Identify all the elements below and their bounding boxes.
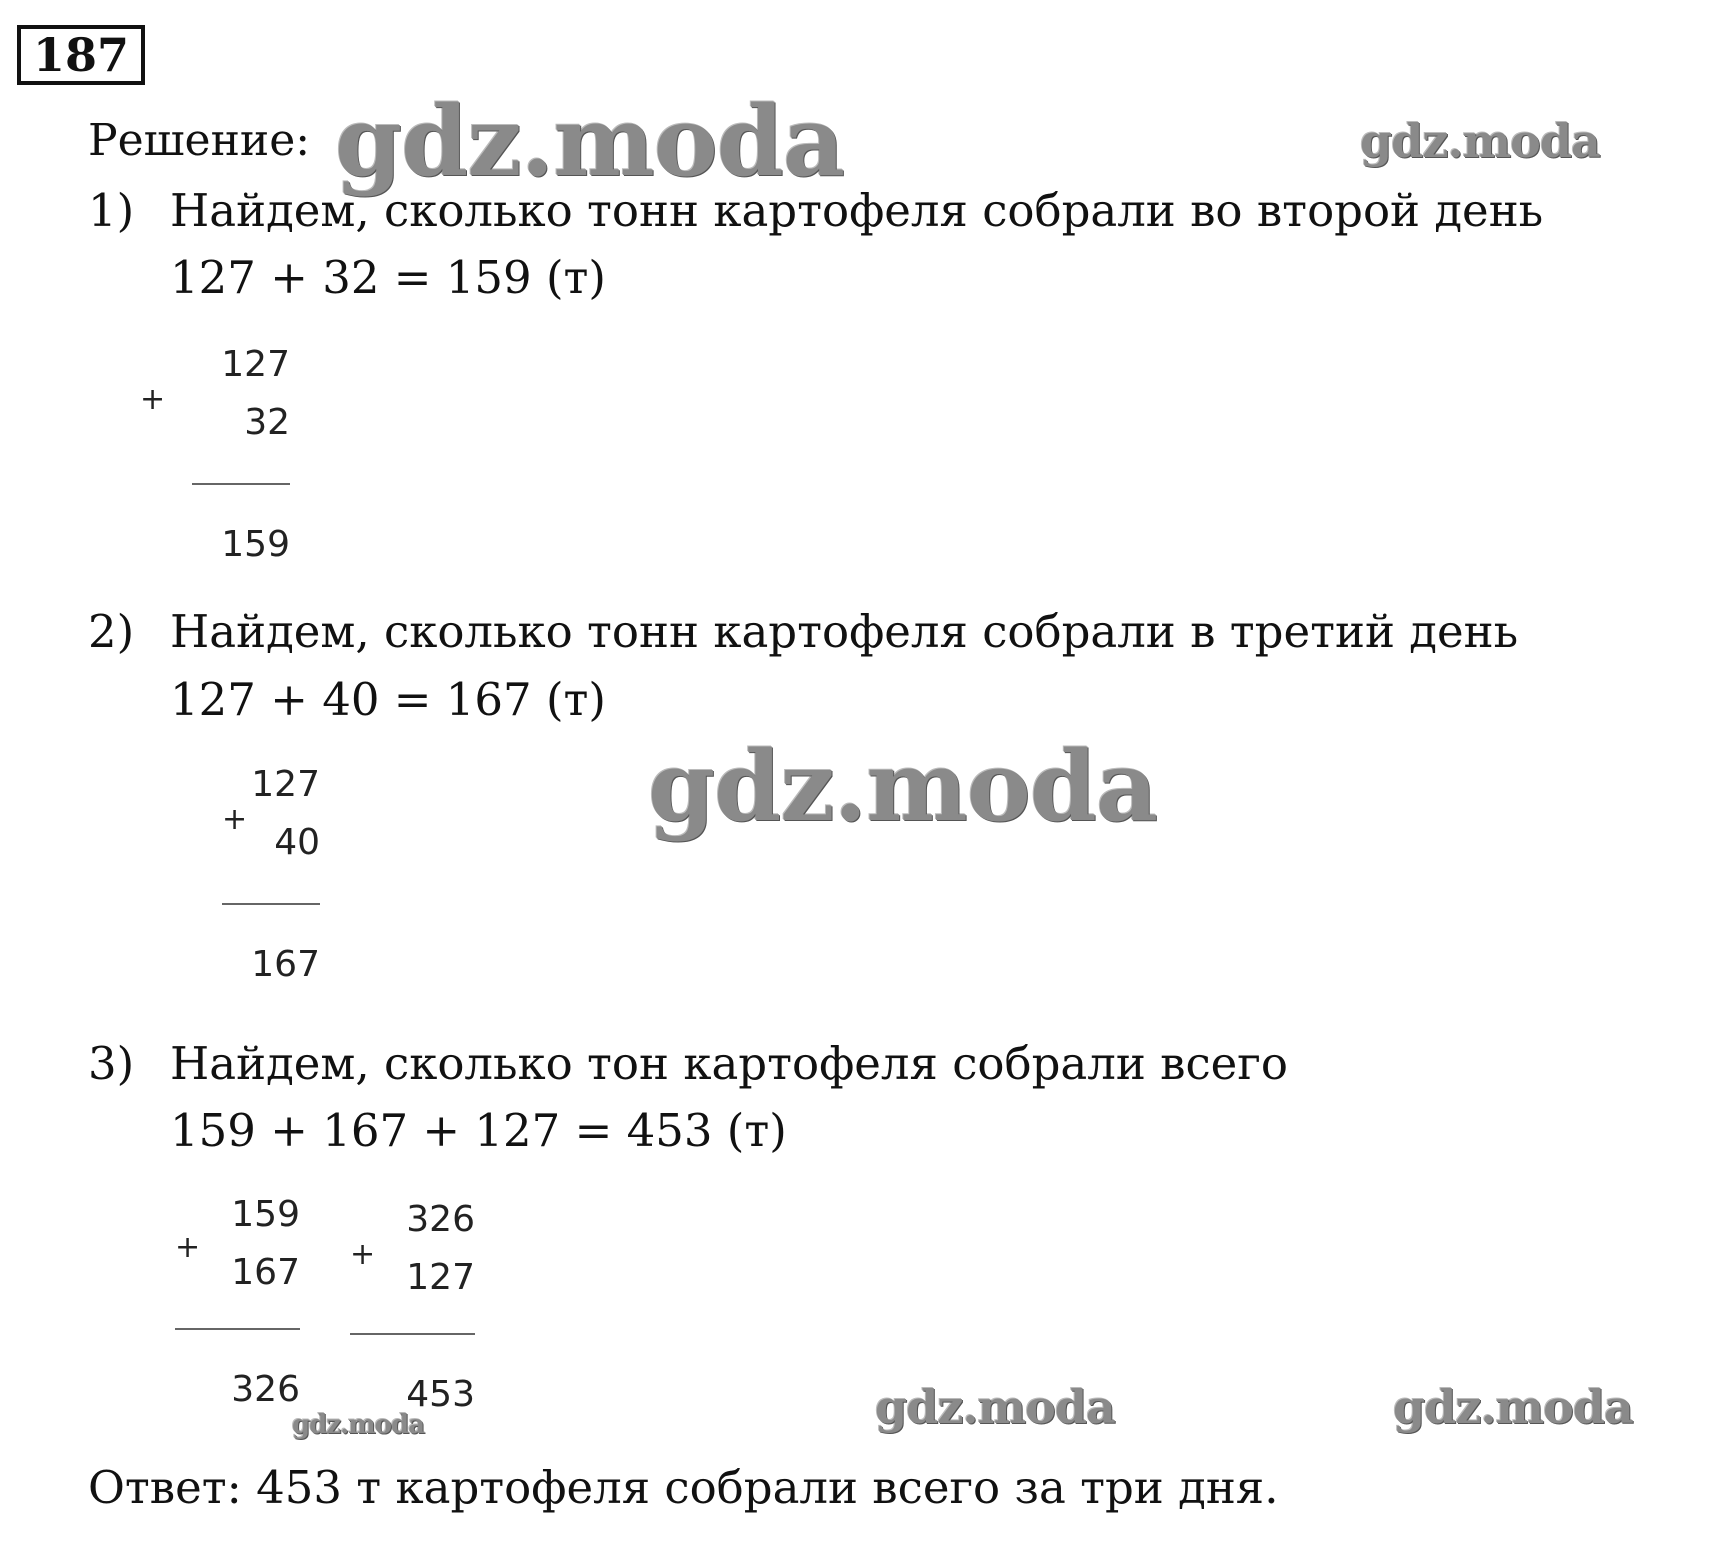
column-result: 167 — [251, 944, 320, 985]
watermark: gdz.moda — [292, 1410, 425, 1440]
column-bottom-number: 40 — [274, 822, 320, 863]
step-2-formula: 127 + 40 = 167 (т) — [170, 673, 606, 726]
step-3-column-addition-2 — [325, 1200, 475, 1430]
column-top-number: 159 — [231, 1194, 300, 1235]
step-1-text: Найдем, сколько тонн картофеля собрали во второй день — [170, 184, 1544, 237]
watermark: gdz.moda — [1360, 114, 1600, 168]
answer-line: Ответ: 453 т картофеля собрали всего за три дня. — [88, 1461, 1279, 1514]
column-rule — [175, 1328, 300, 1330]
column-rule — [350, 1333, 475, 1335]
column-bottom-number: 167 — [231, 1252, 300, 1293]
column-top-number: 127 — [251, 764, 320, 805]
watermark: gdz.moda — [335, 85, 845, 198]
plus-sign: + — [350, 1237, 376, 1272]
step-3-formula: 159 + 167 + 127 = 453 (т) — [170, 1104, 787, 1157]
column-rule — [192, 483, 290, 485]
solution-heading: Решение: — [88, 115, 311, 166]
step-3-column-addition-1 — [150, 1195, 300, 1425]
column-bottom-number: 127 — [406, 1257, 475, 1298]
step-2-number: 2) — [88, 605, 135, 658]
step-3-text: Найдем, сколько тон картофеля собрали всего — [170, 1037, 1288, 1090]
column-result: 453 — [406, 1374, 475, 1415]
column-top-number: 127 — [221, 344, 290, 385]
problem-number: 187 — [17, 25, 145, 85]
step-2-text: Найдем, сколько тонн картофеля собрали в третий день — [170, 605, 1519, 658]
plus-sign: + — [222, 802, 248, 837]
step-1-column-addition — [140, 345, 290, 575]
step-3-number: 3) — [88, 1037, 135, 1090]
plus-sign: + — [140, 382, 166, 417]
column-result: 326 — [231, 1369, 300, 1410]
watermark: gdz.moda — [648, 730, 1158, 843]
column-result: 159 — [221, 524, 290, 565]
column-bottom-number: 32 — [244, 402, 290, 443]
column-rule — [222, 903, 320, 905]
step-2-column-addition — [170, 765, 320, 995]
watermark: gdz.moda — [1393, 1380, 1633, 1434]
watermark: gdz.moda — [875, 1380, 1115, 1434]
plus-sign: + — [175, 1230, 201, 1265]
step-1-formula: 127 + 32 = 159 (т) — [170, 251, 606, 304]
step-1-number: 1) — [88, 184, 135, 237]
column-top-number: 326 — [406, 1199, 475, 1240]
